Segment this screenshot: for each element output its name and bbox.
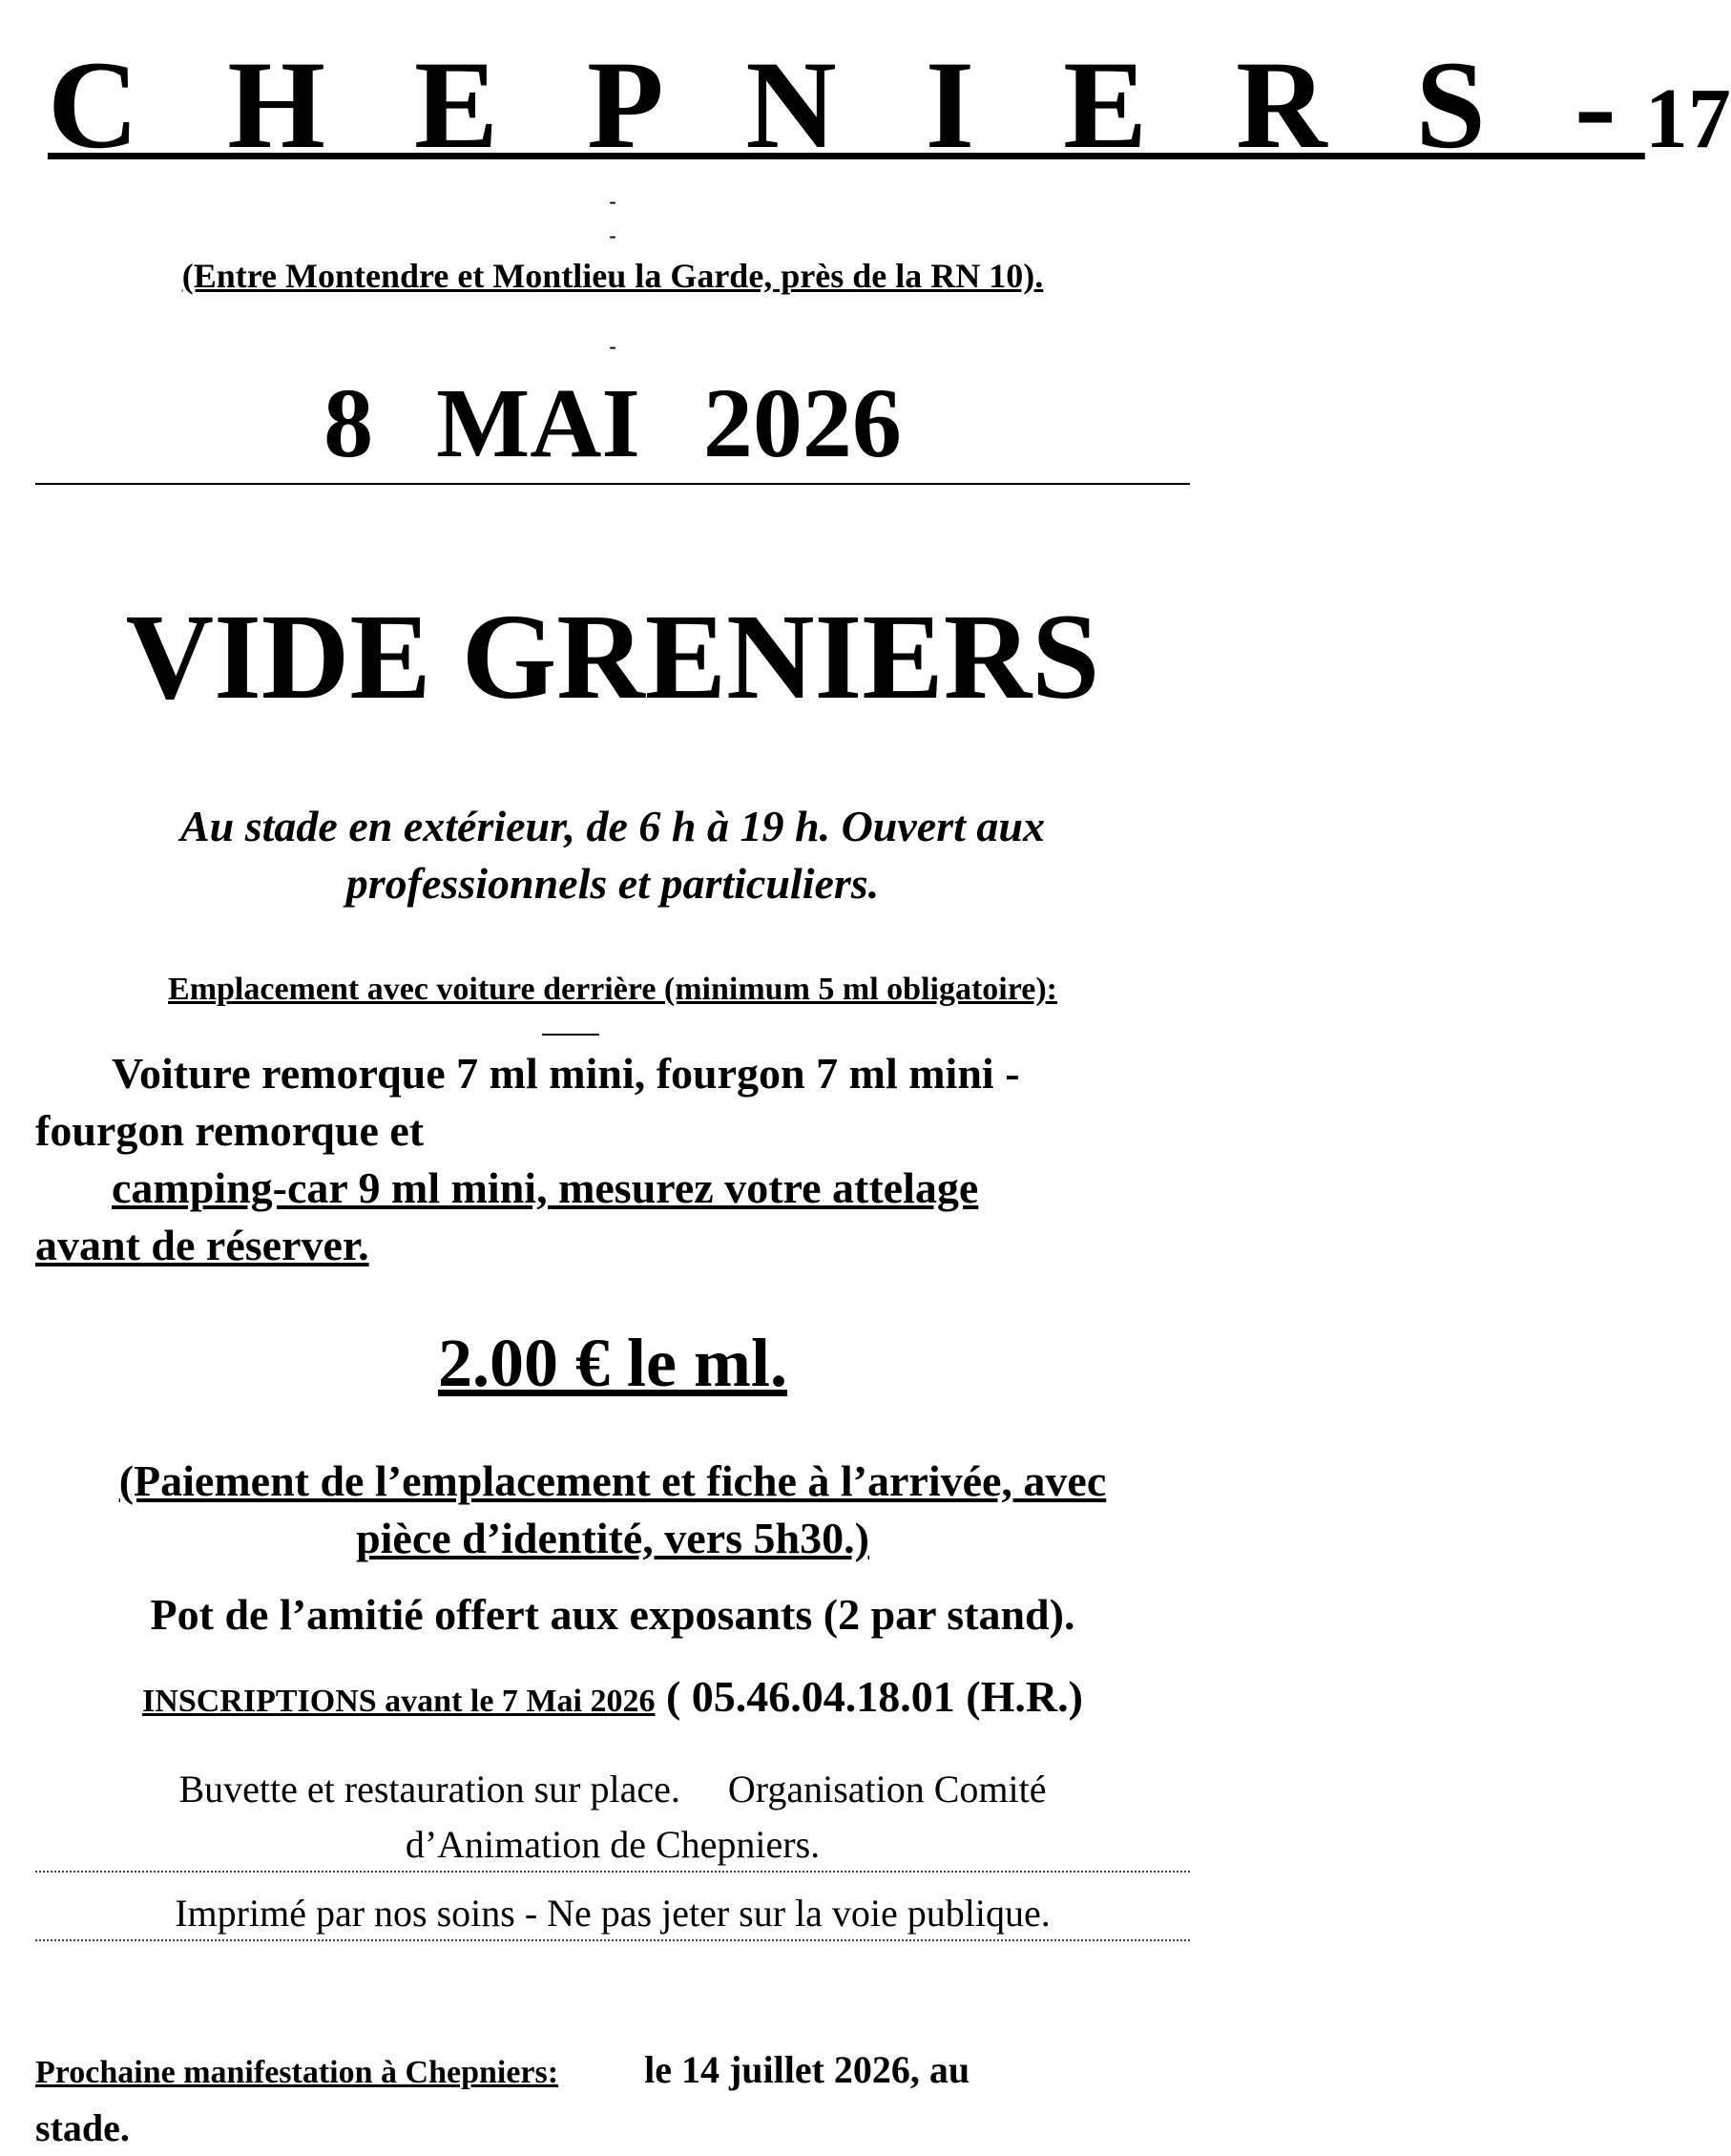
village-name: C H E P N I E R S - [48,34,1645,175]
divider [35,483,1190,485]
payment-text [0,1453,1225,1567]
dash-mark: - [609,223,616,247]
print-notice: Imprimé par nos soins - Ne pas jeter sur la voie publique. [175,1892,1051,1935]
event-date: 8 MAI 2026 [323,368,902,478]
inscriptions [0,1668,1225,1730]
vehicles-note [35,1160,1190,1274]
price-text: 2.00 € le ml. [438,1325,787,1401]
dash-mark: - [609,189,616,213]
dotted-divider [35,1939,1190,1941]
vehicles-line: fourgon remorque et [35,1106,425,1155]
payment-line: (Paiement de l’emplacement et fiche à l’arrivée, avec [118,1456,1107,1505]
dotted-divider [35,1871,1190,1873]
vehicles-line: Voiture remorque 7 ml mini, fourgon 7 ml mini - [112,1049,1020,1098]
location-text: (Entre Montendre et Montlieu la Garde, près de la RN 10). [181,257,1044,295]
department-number: 17 [1644,72,1731,166]
next-event-text: le 14 juillet 2026, au [644,2048,970,2091]
pot-text: Pot de l’amitié offert aux exposants (2 par stand). [150,1590,1075,1639]
inscriptions-label: INSCRIPTIONS avant le 7 Mai 2026 [142,1684,656,1719]
intro-text [0,798,1225,912]
vehicles-line: camping-car 9 ml mini, mesurez votre attelage [112,1163,979,1212]
divider [542,1034,599,1036]
phone-number: ( 05.46.04.18.01 (H.R.) [665,1672,1083,1721]
vehicles-line: avant de réserver. [35,1221,369,1269]
page-title [48,34,1731,175]
placement-heading: Emplacement avec voiture derrière (minimum 5 ml obligatoire): [168,972,1057,1007]
intro-line: professionnels et particuliers. [345,859,880,908]
event-title: VIDE GRENIERS [125,589,1100,724]
vehicles-text [35,1045,1190,1160]
buvette-line: Buvette et restauration sur place. Organisation Comité [178,1768,1047,1811]
next-event-text2: stade. [35,2106,130,2149]
next-event-label: Prochaine manifestation à Chepniers: [35,2055,559,2090]
intro-line: Au stade en extérieur, de 6 h à 19 h. Ouvert aux [179,802,1045,850]
next-event [35,2042,1190,2156]
payment-line: pièce d’identité, vers 5h30.) [356,1514,869,1562]
dash-mark: - [609,334,616,358]
buvette-line: d’Animation de Chepniers. [405,1823,821,1866]
buvette-text [0,1762,1225,1873]
